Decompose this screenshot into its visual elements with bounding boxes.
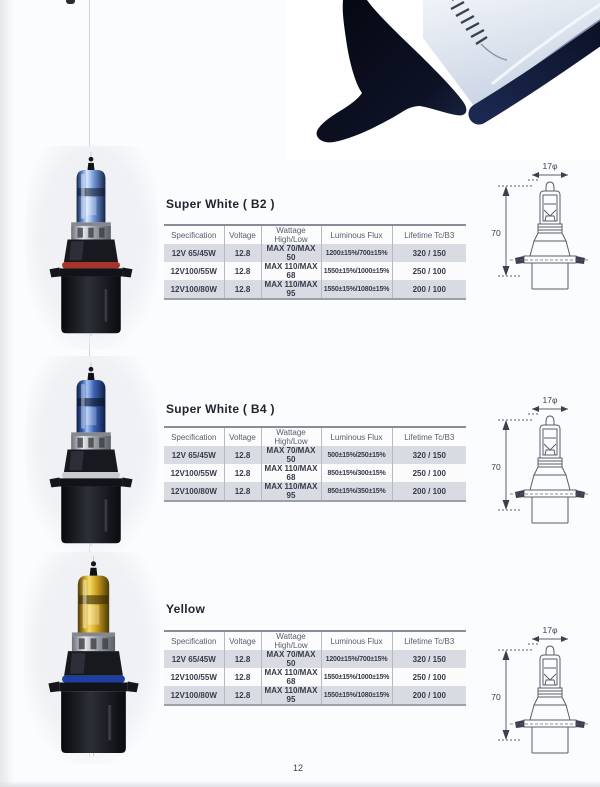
- column-header: Specification: [164, 427, 224, 446]
- table-cell: 12.8: [224, 446, 261, 464]
- table-cell: 200 / 100: [392, 482, 466, 501]
- column-header: Voltage: [224, 427, 261, 446]
- table-cell: 12.8: [224, 464, 261, 482]
- table-header-row: [164, 427, 466, 446]
- bulb-photo-yellow: [36, 556, 151, 756]
- table-cell: 250 / 100: [392, 262, 466, 280]
- table-cell: 250 / 100: [392, 464, 466, 482]
- table-cell: 12.8: [224, 650, 261, 668]
- column-header: Luminous Flux: [321, 427, 392, 446]
- table-cell: 1550±15%/1080±15%: [321, 686, 392, 705]
- table-cell: MAX 70/MAX 50: [261, 446, 321, 464]
- column-header: Specification: [164, 225, 224, 244]
- table-cell: 12V100/80W: [164, 482, 224, 501]
- table-cell: 850±15%/350±15%: [321, 482, 392, 501]
- table-cell: 320 / 150: [392, 650, 466, 668]
- section-title: Super White ( B4 ): [166, 402, 275, 416]
- table-cell: 1200±15%/700±15%: [321, 244, 392, 262]
- spec-table: [164, 426, 466, 502]
- table-cell: 12V100/80W: [164, 280, 224, 299]
- table-cell: MAX 70/MAX 50: [261, 244, 321, 262]
- table-cell: 12V100/55W: [164, 668, 224, 686]
- bulb-illustration: [50, 152, 133, 336]
- bulb-photo-super-white-b4: [38, 362, 144, 546]
- table-cell: MAX 110/MAX 68: [261, 668, 321, 686]
- height-dimension-label: 70: [491, 692, 501, 702]
- bulb-illustration: [50, 362, 133, 546]
- table-cell: 12.8: [224, 280, 261, 299]
- table-row: [164, 280, 466, 299]
- column-header: Lifetime Tc/B3: [392, 631, 466, 650]
- table-cell: 500±15%/250±15%: [321, 446, 392, 464]
- table-row: [164, 686, 466, 705]
- table-cell: 1550±15%/1080±15%: [321, 280, 392, 299]
- table-cell: 12.8: [224, 686, 261, 705]
- page-number: 12: [292, 763, 303, 773]
- table-cell: 320 / 150: [392, 446, 466, 464]
- column-header: Wattage High/Low: [261, 427, 321, 446]
- table-cell: MAX 70/MAX 50: [261, 650, 321, 668]
- table-cell: 12V 65/45W: [164, 446, 224, 464]
- table-cell: 12V 65/45W: [164, 650, 224, 668]
- table-cell: 12.8: [224, 244, 261, 262]
- table-row: [164, 262, 466, 280]
- table-row: [164, 482, 466, 501]
- table-row: [164, 244, 466, 262]
- spec-table: [164, 630, 466, 706]
- column-header: Voltage: [224, 225, 261, 244]
- column-header: Lifetime Tc/B3: [392, 427, 466, 446]
- height-dimension-label: 70: [491, 228, 501, 238]
- table-row: [164, 650, 466, 668]
- diameter-dimension-label: 17φ: [542, 161, 558, 171]
- column-header: Voltage: [224, 631, 261, 650]
- section-title: Super White ( B2 ): [166, 197, 275, 211]
- bulb-macro-photo: [285, 0, 600, 160]
- spec-table: [164, 224, 466, 300]
- column-header: Luminous Flux: [321, 225, 392, 244]
- table-header-row: [164, 631, 466, 650]
- table-cell: 200 / 100: [392, 280, 466, 299]
- table-row: [164, 668, 466, 686]
- table-cell: MAX 110/MAX 68: [261, 262, 321, 280]
- bulb-dimension-diagram: [484, 622, 600, 755]
- diameter-dimension-label: 17φ: [542, 395, 558, 405]
- column-header: Specification: [164, 631, 224, 650]
- table-cell: 1200±15%/700±15%: [321, 650, 392, 668]
- table-cell: MAX 110/MAX 95: [261, 686, 321, 705]
- table-header-row: [164, 225, 466, 244]
- table-row: [164, 464, 466, 482]
- bulb-dimension-diagram: [484, 158, 600, 291]
- table-cell: 12V100/55W: [164, 464, 224, 482]
- column-header: Luminous Flux: [321, 631, 392, 650]
- scan-edge-left: [0, 0, 14, 787]
- table-cell: 12V100/55W: [164, 262, 224, 280]
- scan-speck: [66, 0, 75, 4]
- table-row: [164, 446, 466, 464]
- diameter-dimension-label: 17φ: [542, 625, 558, 635]
- column-header: Lifetime Tc/B3: [392, 225, 466, 244]
- bulb-photo-super-white-b2: [38, 152, 144, 336]
- table-cell: 12V100/80W: [164, 686, 224, 705]
- bulb-dimension-diagram: [484, 392, 600, 525]
- table-cell: 850±15%/300±15%: [321, 464, 392, 482]
- table-cell: MAX 110/MAX 95: [261, 482, 321, 501]
- bulb-illustration: [48, 556, 138, 756]
- table-cell: MAX 110/MAX 68: [261, 464, 321, 482]
- table-cell: 12.8: [224, 668, 261, 686]
- table-cell: 12.8: [224, 482, 261, 501]
- table-cell: 250 / 100: [392, 668, 466, 686]
- scan-edge-bottom: [0, 781, 600, 787]
- table-cell: MAX 110/MAX 95: [261, 280, 321, 299]
- table-cell: 320 / 150: [392, 244, 466, 262]
- table-cell: 1550±15%/1000±15%: [321, 262, 392, 280]
- table-cell: 200 / 100: [392, 686, 466, 705]
- height-dimension-label: 70: [491, 462, 501, 472]
- section-title: Yellow: [166, 602, 206, 616]
- table-cell: 1550±15%/1000±15%: [321, 668, 392, 686]
- table-cell: 12.8: [224, 262, 261, 280]
- column-header: Wattage High/Low: [261, 225, 321, 244]
- table-cell: 12V 65/45W: [164, 244, 224, 262]
- column-header: Wattage High/Low: [261, 631, 321, 650]
